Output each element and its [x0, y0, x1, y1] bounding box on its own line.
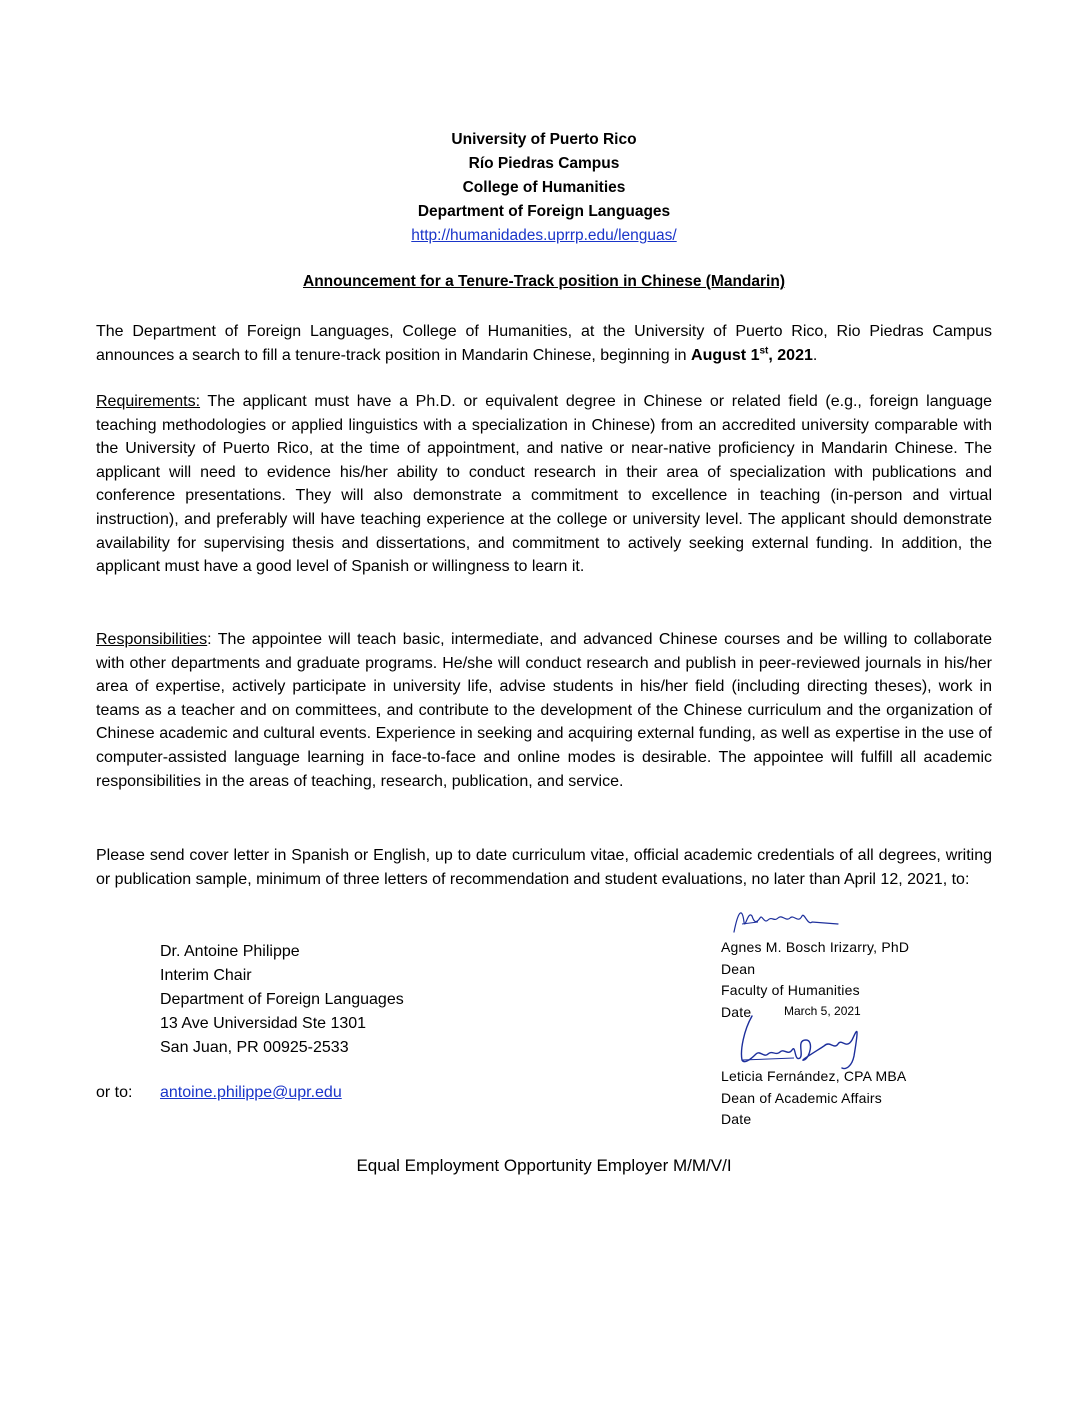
responsibilities-paragraph [96, 628, 992, 793]
academic-dean-name: Leticia Fernández, CPA MBA [721, 1068, 907, 1084]
requirements-paragraph [96, 390, 992, 579]
letterhead [0, 128, 1088, 248]
address-department: Department of Foreign Languages [160, 991, 404, 1008]
intro-paragraph [96, 320, 992, 367]
eeo-statement: Equal Employment Opportunity Employer M/M/V/I [356, 1156, 732, 1175]
dean-date-label: Date [721, 1003, 752, 1020]
email-link[interactable]: antoine.philippe@upr.edu [160, 1084, 342, 1101]
requirements-text: The applicant must have a Ph.D. or equivalent degree in Chinese or related field (e.g., foreign language teaching methodologies or applied linguistics with a specialization in Chinese) from an accredited university comparable with the University of Puerto Rico, at the time of appointment, and native or near-native proficiency in Mandarin Chinese. The applicant will need to evidence his/her ability to conduct research in their area of specialization with publications and conference presentations. They will also demonstrate a commitment to excellence in teaching (in-person and virtual instruction), and preferably will have teaching experience at the college or university level. The applicant should demonstrate availability for supervising thesis and dissertations, and commitment to actively seeking external funding. In addition, the applicant must have a good level of Spanish or willingness to learn it. [96, 393, 992, 576]
department-url-link[interactable]: http://humanidades.uprrp.edu/lenguas/ [411, 227, 677, 244]
address-street: 13 Ave Universidad Ste 1301 [160, 1015, 367, 1032]
intro-text: The Department of Foreign Languages, College of Humanities, at the University of Puerto Rico, Rio Piedras Campus announces a search to fill a tenure-track position in Mandarin Chinese, beginning in [96, 323, 992, 364]
or-to-label: or to: [96, 1084, 133, 1101]
signatory-academic-dean-block [721, 1066, 906, 1131]
campus-name: Río Piedras Campus [468, 155, 620, 172]
announcement-title: Announcement for a Tenure-Track position in Chinese (Mandarin) [303, 273, 785, 290]
instructions-paragraph: Please send cover letter in Spanish or English, up to date curriculum vitae, official academic credentials of all degrees, writing or publication sample, minimum of three letters of recommendation and student evaluations, no later than April 12, 2021, to: [96, 847, 992, 888]
responsibilities-label: Responsibilities [96, 631, 208, 648]
start-date-sup: st [759, 345, 769, 357]
responsibilities-text: : The appointee will teach basic, intermediate, and advanced Chinese courses and be willing to collaborate with other departments and graduate programs. He/she will conduct research and publish in peer-reviewed journals in his/her area of expertise, actively participate in university life, advise students in his/her field (including directing theses), work in teams as a teacher and on committees, and contribute to the development of the Chinese curriculum and the organization of Chinese academic and cultural events. Experience in seeking and acquiring external funding, as well as expertise in the use of computer-assisted language learning in face-to-face and online modes is desirable. The appointee will fulfill all academic responsibilities in the areas of teaching, research, publication, and service. [96, 631, 992, 790]
address-name: Dr. Antoine Philippe [160, 943, 300, 960]
dean-name: Agnes M. Bosch Irizarry, PhD [721, 939, 910, 955]
dean-signature-image [728, 902, 848, 938]
academic-dean-signature-image [734, 1010, 874, 1072]
start-date-main: August 1 [691, 346, 760, 364]
academic-dean-role: Dean of Academic Affairs [721, 1089, 882, 1106]
start-date [691, 347, 813, 364]
address-city: San Juan, PR 00925-2533 [160, 1039, 349, 1056]
dean-date-value: March 5, 2021 [784, 1004, 861, 1018]
department-name: Department of Foreign Languages [417, 203, 671, 220]
address-title: Interim Chair [160, 967, 252, 984]
mailing-address [160, 940, 404, 1060]
college-name: College of Humanities [462, 179, 626, 196]
dean-unit: Faculty of Humanities [721, 982, 860, 998]
dean-role: Dean [721, 960, 756, 977]
start-date-year: , 2021 [768, 346, 813, 364]
academic-dean-date-label: Date [721, 1111, 752, 1127]
intro-end: . [812, 346, 818, 364]
university-name: University of Puerto Rico [451, 131, 637, 148]
requirements-label: Requirements: [96, 393, 201, 410]
